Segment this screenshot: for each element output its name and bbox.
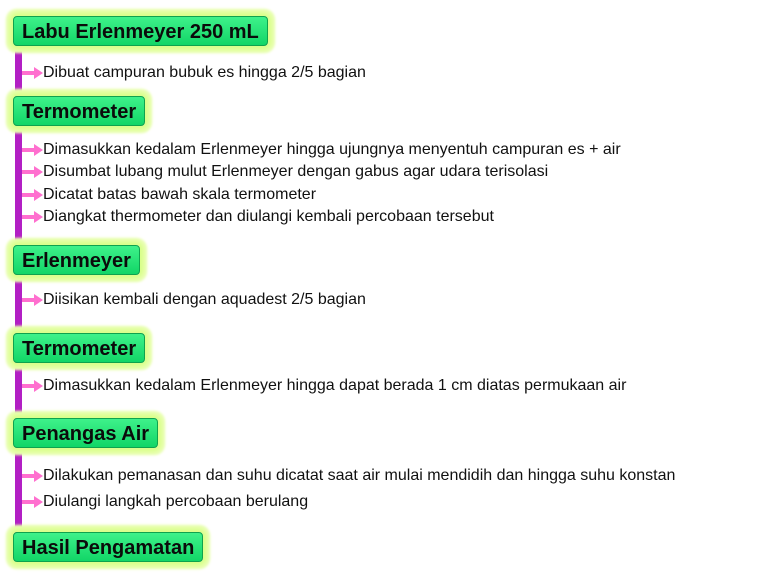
- arrow-right-icon: [22, 143, 43, 157]
- step-text: Dimasukkan kedalam Erlenmeyer hingga dapat berada 1 cm diatas permukaan air: [43, 377, 627, 394]
- arrow-right-icon: [22, 188, 43, 202]
- step-item: [22, 62, 366, 84]
- arrow-right-icon: [22, 210, 43, 224]
- section-erlenmeyer: [13, 245, 140, 275]
- section-title: Hasil Pengamatan: [22, 537, 195, 559]
- step-item: [22, 289, 366, 311]
- section-hasil-pengamatan: [13, 532, 203, 562]
- arrow-right-icon: [22, 469, 43, 483]
- section-termometer-1: [13, 96, 145, 126]
- step-text: Diulangi langkah percobaan berulang: [43, 493, 309, 510]
- step-text: Dicatat batas bawah skala termometer: [43, 186, 317, 203]
- step-item: [22, 161, 548, 183]
- step-text: Dilakukan pemanasan dan suhu dicatat saat air mulai mendidih dan hingga suhu konstan: [43, 467, 676, 484]
- arrow-right-icon: [22, 66, 43, 80]
- section-title: Termometer: [22, 338, 137, 360]
- section-title: Termometer: [22, 101, 137, 123]
- step-item: [22, 139, 621, 161]
- arrow-right-icon: [22, 379, 43, 393]
- step-text: Disumbat lubang mulut Erlenmeyer dengan gabus agar udara terisolasi: [43, 163, 549, 180]
- arrow-right-icon: [22, 495, 43, 509]
- section-labu-erlenmeyer: [13, 16, 268, 46]
- section-termometer-2: [13, 333, 145, 363]
- step-item: [22, 465, 675, 487]
- section-title: Erlenmeyer: [22, 250, 131, 272]
- step-item: [22, 206, 494, 228]
- arrow-right-icon: [22, 293, 43, 307]
- section-title: Penangas Air: [22, 423, 150, 445]
- step-text: Dibuat campuran bubuk es hingga 2/5 bagian: [43, 64, 366, 81]
- section-title: Labu Erlenmeyer 250 mL: [22, 21, 259, 43]
- step-item: [22, 375, 626, 397]
- step-text: Diisikan kembali dengan aquadest 2/5 bagian: [43, 291, 366, 308]
- step-text: Dimasukkan kedalam Erlenmeyer hingga ujungnya menyentuh campuran es + air: [43, 141, 621, 158]
- step-text: Diangkat thermometer dan diulangi kembali percobaan tersebut: [43, 208, 494, 225]
- step-item: [22, 184, 316, 206]
- arrow-right-icon: [22, 165, 43, 179]
- step-item: [22, 491, 308, 513]
- section-penangas-air: [13, 418, 158, 448]
